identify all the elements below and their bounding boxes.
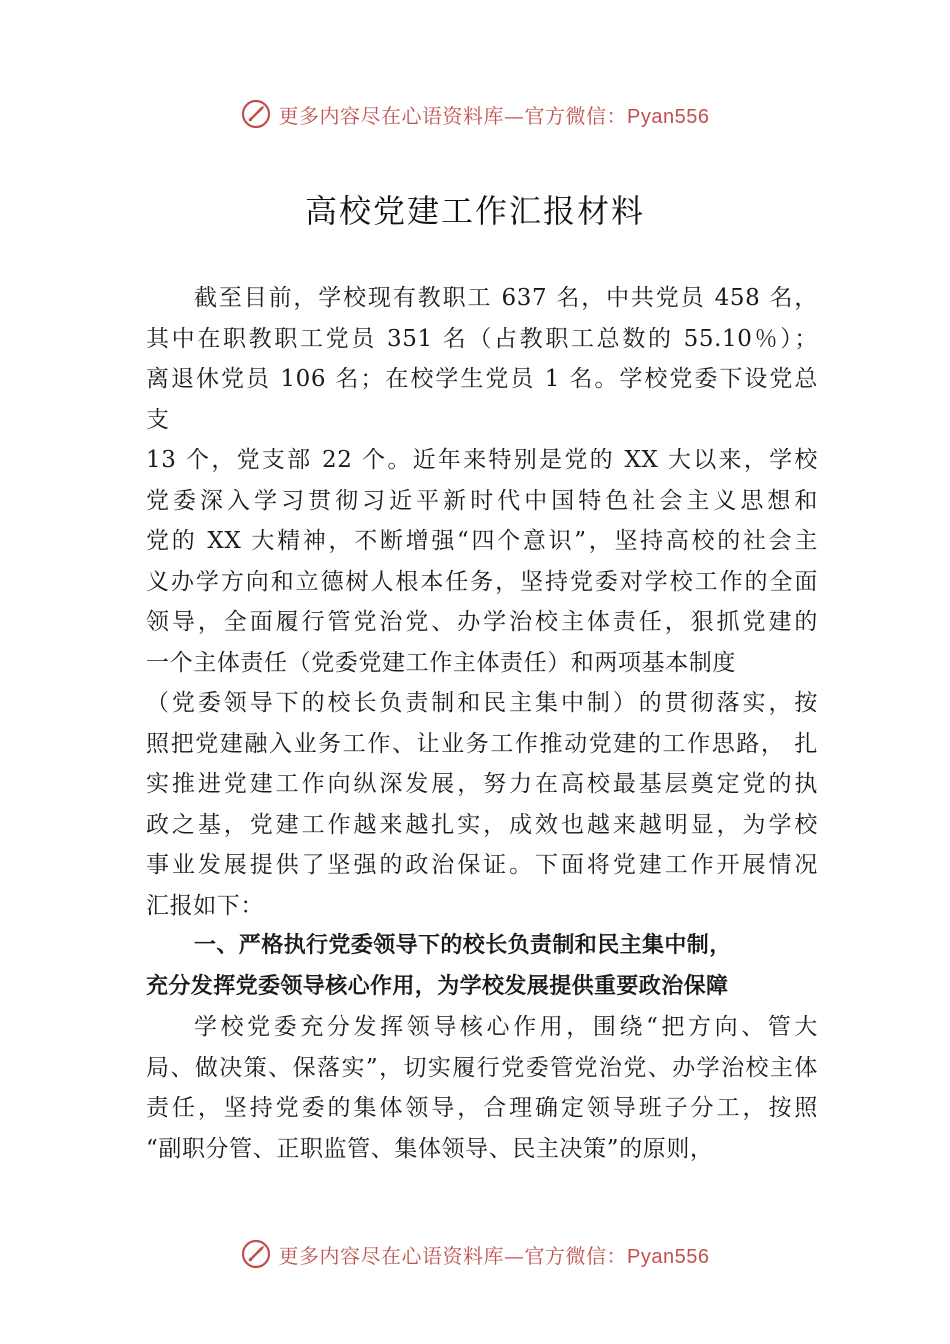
body-line: 其中在职教职工党员 351 名（占教职工总数的 55.10％）； [146,325,818,352]
quill-logo-icon [241,1239,271,1269]
body-line: （党委领导下的校长负责制和民主集中制）的贯彻落实，按 [146,690,818,716]
body-line: 照把党建融入业务工作、让业务工作推动党建的工作思路， 扎 [146,730,818,757]
body-line: 义办学方向和立德树人根本任务，坚持党委对学校工作的全面 [146,568,818,595]
watermark-banner-top [0,92,950,136]
body-line: 政之基，党建工作越来越扎实，成效也越来越明显，为学校 [146,811,818,838]
body-line: 党委深入学习贯彻习近平新时代中国特色社会主义思想和 [146,487,818,514]
body-line: 领导，全面履行管党治党、办学治校主体责任，狠抓党建的 [146,609,818,635]
body-line: 汇报如下： [146,892,264,919]
body-line: 离退休党员 106 名；在校学生党员 1 名。学校党委下设党总 [146,366,818,392]
body-line: 13 个，党支部 22 个。近年来特别是党的 XX 大以来，学校 [146,447,818,473]
body-line: 局、做决策、保落实”，切实履行党委管党治党、办学治校主体 [146,1054,818,1081]
body-line: 截至目前，学校现有教职工 637 名，中共党员 458 名， [194,285,818,311]
watermark-banner-bottom [0,1232,950,1276]
watermark-text: 更多内容尽在心语资料库—官方微信：Pyan556 [278,1243,710,1268]
body-line: 学校党委充分发挥领导核心作用，围绕“把方向、管大 [194,1014,818,1040]
quill-logo-icon [241,99,271,129]
watermark-text: 更多内容尽在心语资料库—官方微信：Pyan556 [278,103,710,128]
body-line: 实推进党建工作向纵深发展，努力在高校最基层奠定党的执 [146,771,818,797]
section-heading: 一、严格执行党委领导下的校长负责制和民主集中制， [194,933,732,958]
wechat-id: Pyan556 [627,105,710,128]
document-title: 高校党建工作汇报材料 [304,192,645,230]
body-line: “副职分管、正职监管、集体领导、民主决策”的原则， [146,1135,714,1162]
document-body [146,278,818,1169]
body-line: 一个主体责任（党委党建工作主体责任）和两项基本制度 [146,649,736,676]
body-line: 事业发展提供了坚强的政治保证。下面将党建工作开展情况 [146,852,818,878]
section-heading: 充分发挥党委领导核心作用，为学校发展提供重要政治保障 [146,973,729,999]
body-line: 支 [146,406,170,433]
wechat-id: Pyan556 [627,1245,710,1268]
body-line: 责任，坚持党委的集体领导，合理确定领导班子分工，按照 [146,1095,818,1121]
body-line: 党的 XX 大精神，不断增强“四个意识”，坚持高校的社会主 [146,528,818,554]
